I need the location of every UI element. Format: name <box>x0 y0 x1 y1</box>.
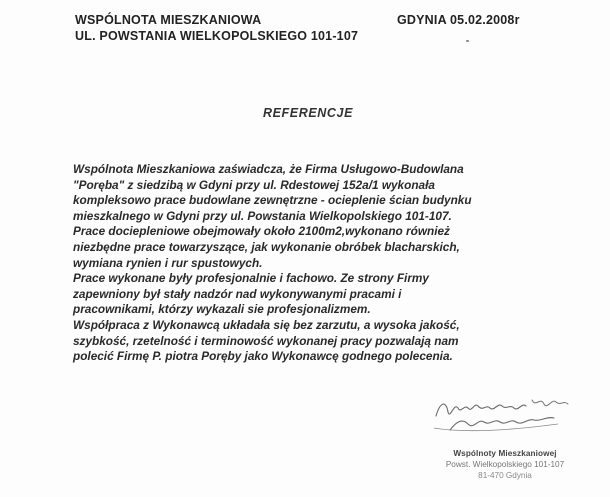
body-line: niezbędne prace towarzyszące, jak wykonanie obróbek blacharskich, <box>73 239 460 254</box>
header-address: UL. POWSTANIA WIELKOPOLSKIEGO 101-107 <box>75 29 359 43</box>
document-title <box>0 106 610 120</box>
stamp-line-2: Powst. Wielkopolskiego 101-107 <box>445 460 565 469</box>
letter-body <box>73 162 543 365</box>
signature-image <box>428 388 578 436</box>
body-line: Współpraca z Wykonawcą układała się bez zarzutu, a wysoka jakość, <box>73 317 460 332</box>
stamp-line-3: 81-470 Gdynia <box>478 471 532 480</box>
body-line: "Poręba" z siedzibą w Gdyni przy ul. Rdestowej 152a/1 wykonała <box>73 177 435 192</box>
body-line: pracownikami, którzy wykazali sie profesjonalizmem. <box>73 302 371 317</box>
organization-stamp <box>415 448 595 481</box>
body-line: Prace wykonane były profesjonalnie i fachowo. Ze strony Firmy <box>73 271 429 286</box>
body-line: Prace dociepleniowe obejmowały około 2100m2,wykonano również <box>73 224 450 239</box>
body-line: zapewniony był stały nadzór nad wykonywanymi pracami i <box>73 286 402 301</box>
body-line: kompleksowo prace budowlane zewnętrzne - ocieplenie ścian budynku <box>73 193 472 208</box>
stamp-line-1: Wspólnoty Mieszkaniowej <box>453 449 557 458</box>
header-date: GDYNIA 05.02.2008r <box>397 13 520 27</box>
body-line: wymiana rynien i rur spustowych. <box>73 255 263 270</box>
header-organization: WSPÓLNOTA MIESZKANIOWA <box>75 13 262 27</box>
body-line: Wspólnota Mieszkaniowa zaświadcza, że Firma Usługowo-Budowlana <box>73 162 464 176</box>
body-line: szybkość, rzetelność i terminowość wykonanej pracy pozwalają nam <box>73 333 459 348</box>
scan-speck <box>466 40 469 42</box>
body-line: mieszkalnego w Gdyni przy ul. Powstania Wielkopolskiego 101-107. <box>73 208 452 223</box>
document-title-text: REFERENCJE <box>262 106 354 120</box>
body-line: polecić Firmę P. piotra Poręby jako Wykonawcę godnego polecenia. <box>73 349 453 364</box>
